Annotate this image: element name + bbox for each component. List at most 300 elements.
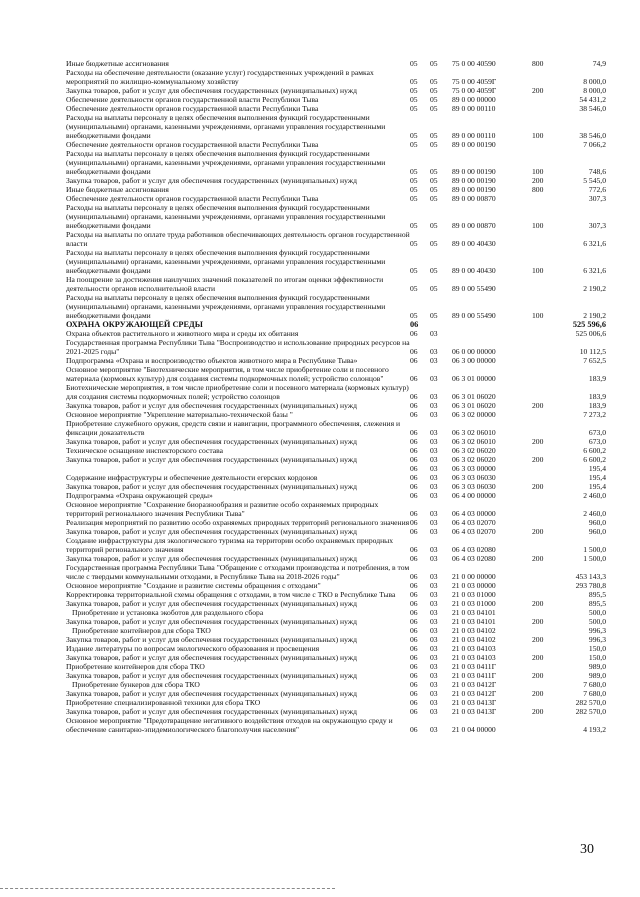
row-subsection-code: 03 <box>430 446 438 455</box>
row-amount: 673,0 <box>588 437 606 446</box>
row-section-code: 06 <box>410 455 418 464</box>
row-expense-type <box>532 662 562 671</box>
table-row <box>66 473 606 482</box>
table-row <box>66 707 606 716</box>
table-row <box>66 689 606 698</box>
row-amount: 7 680,0 <box>583 680 606 689</box>
row-name: Иные бюджетные ассигнования <box>66 59 169 68</box>
table-row <box>66 95 606 104</box>
row-section-code: 06 <box>410 644 418 653</box>
table-row <box>66 716 606 734</box>
row-section-code: 06 <box>410 491 418 500</box>
row-section-code: 05 <box>410 284 418 293</box>
row-amount: 7 652,5 <box>583 356 606 365</box>
row-expense-type <box>532 230 562 248</box>
table-row <box>66 608 606 617</box>
row-target-article: 06 3 02 06010 <box>452 428 496 437</box>
row-amount: 2 460,0 <box>583 491 606 500</box>
row-expense-type <box>532 329 562 338</box>
row-target-article: 21 0 03 04101 <box>452 608 496 617</box>
row-name: Приобретение бункеров для сбора ТКО <box>72 680 200 689</box>
row-amount: 183,9 <box>588 401 606 410</box>
row-section-code: 05 <box>410 95 418 104</box>
row-target-article: 06 3 03 06030 <box>452 473 496 482</box>
row-name: Закупка товаров, работ и услуг для обеспечения государственных (муниципальных) нужд <box>66 554 357 563</box>
table-row <box>66 140 606 149</box>
row-section-code: 06 <box>410 320 419 329</box>
row-amount: 895,5 <box>588 590 606 599</box>
row-section-code: 05 <box>410 167 418 176</box>
row-amount: 6 600,2 <box>583 446 606 455</box>
row-name: Расходы на обеспечение деятельности (оказание услуг) государственных учреждений в рамках мероприятий по жилищно-коммунальному хозяйству <box>66 68 374 86</box>
row-section-code: 05 <box>410 266 418 275</box>
row-target-article: 21 0 03 04102 <box>452 635 496 644</box>
table-row <box>66 554 606 563</box>
table-row <box>66 230 606 248</box>
table-row <box>66 455 606 464</box>
row-expense-type: 100 <box>532 311 544 320</box>
table-row <box>66 149 606 176</box>
row-expense-type: 200 <box>532 176 544 185</box>
table-row <box>66 176 606 185</box>
table-row <box>66 680 606 689</box>
budget-table-body <box>66 59 606 734</box>
row-subsection-code: 03 <box>430 329 438 338</box>
row-amount: 183,9 <box>588 374 606 383</box>
row-section-code: 06 <box>410 374 418 383</box>
row-subsection-code: 05 <box>430 194 438 203</box>
row-subsection-code: 03 <box>430 644 438 653</box>
row-subsection-code: 03 <box>430 698 438 707</box>
row-name: Государственная программа Республики Тыва "Обращение с отходами производства и потребления, в том числе с твердыми коммунальными отходами, в Республике Тыва на 2018-2026 годы" <box>66 563 410 581</box>
row-amount: 54 431,2 <box>579 95 606 104</box>
page-number: 30 <box>580 842 594 857</box>
row-section-code: 06 <box>410 428 418 437</box>
row-target-article: 89 0 00 00870 <box>452 194 496 203</box>
row-name: Государственная программа Республики Тыва "Воспроизводство и использование природных ресурсов на 2021-2025 годы" <box>66 338 410 356</box>
row-target-article: 06 4 03 02070 <box>452 518 496 527</box>
row-subsection-code: 03 <box>430 509 438 518</box>
row-target-article: 21 0 04 00000 <box>452 725 496 734</box>
row-amount: 282 570,0 <box>575 707 606 716</box>
row-amount: 7 066,2 <box>583 140 606 149</box>
row-amount: 74,9 <box>592 59 606 68</box>
row-name: Приобретение контейнеров для сбора ТКО <box>72 626 211 635</box>
row-amount: 195,4 <box>588 482 606 491</box>
row-subsection-code: 05 <box>430 239 438 248</box>
row-expense-type <box>532 95 562 104</box>
row-subsection-code: 05 <box>430 311 438 320</box>
row-section-code: 06 <box>410 545 418 554</box>
row-target-article: 89 0 00 40430 <box>452 239 496 248</box>
row-subsection-code <box>430 320 452 329</box>
row-amount: 10 112,5 <box>579 347 606 356</box>
row-target-article: 21 0 03 04103 <box>452 644 496 653</box>
row-section-code: 06 <box>410 464 418 473</box>
row-amount: 673,0 <box>588 428 606 437</box>
row-name: Создание инфраструктуры для экологического туризма на территории особо охраняемых природных территорий регионального значения <box>66 536 394 554</box>
row-section-code: 06 <box>410 482 418 491</box>
row-section-code: 06 <box>410 626 418 635</box>
row-target-article: 89 0 00 00190 <box>452 167 496 176</box>
row-amount: 38 546,0 <box>579 104 606 113</box>
row-amount: 772,6 <box>588 185 606 194</box>
row-expense-type <box>532 644 562 653</box>
row-section-code: 06 <box>410 581 418 590</box>
row-amount: 989,0 <box>588 671 606 680</box>
row-name <box>66 464 410 473</box>
row-expense-type: 200 <box>532 635 544 644</box>
row-expense-type <box>532 473 562 482</box>
row-amount: 960,0 <box>588 527 606 536</box>
row-target-article: 21 0 03 0412Г <box>452 689 497 698</box>
table-row <box>66 59 606 68</box>
row-name: Основное мероприятие "Предотвращение негативного воздействия отходов на окружающую среду и обеспечение санитарно-эпидемиологического благополучия населения" <box>66 716 393 734</box>
row-target-article: 21 0 03 0411Г <box>452 671 496 680</box>
row-amount: 8 000,0 <box>583 77 606 86</box>
table-row <box>66 185 606 194</box>
row-amount: 195,4 <box>588 464 606 473</box>
row-subsection-code: 03 <box>430 680 438 689</box>
row-expense-type: 200 <box>532 653 544 662</box>
row-amount: 307,3 <box>588 194 606 203</box>
row-section-code: 06 <box>410 653 418 662</box>
row-amount: 183,9 <box>588 392 606 401</box>
row-expense-type <box>532 446 562 455</box>
table-row <box>66 293 606 320</box>
row-amount: 989,0 <box>588 662 606 671</box>
row-expense-type <box>532 356 562 365</box>
row-target-article: 21 0 03 01000 <box>452 590 496 599</box>
row-expense-type <box>532 410 562 419</box>
row-name: Реализация мероприятий по развитию особо охраняемых природных территорий регионального значения <box>66 518 410 527</box>
row-name: Основное мероприятие "Сохранение биоразнообразия и развитие особо охраняемых природных территорий регионального значения Республики Тыва" <box>66 500 379 518</box>
row-name: Охрана объектов растительного и животного мира и среды их обитания <box>66 329 299 338</box>
row-section-code: 06 <box>410 554 418 563</box>
row-section-code: 06 <box>410 707 418 716</box>
row-amount: 8 000,0 <box>583 86 606 95</box>
row-name: Закупка товаров, работ и услуг для обеспечения государственных (муниципальных) нужд <box>66 635 357 644</box>
table-row <box>66 527 606 536</box>
row-subsection-code: 05 <box>430 185 438 194</box>
row-subsection-code: 03 <box>430 725 438 734</box>
row-section-code: 06 <box>410 608 418 617</box>
row-subsection-code: 03 <box>430 491 438 500</box>
row-subsection-code: 05 <box>430 131 438 140</box>
row-amount: 2 190,2 <box>583 311 606 320</box>
row-name: Иные бюджетные ассигнования <box>66 185 169 194</box>
row-section-code: 05 <box>410 77 418 86</box>
row-amount: 960,0 <box>588 518 606 527</box>
row-section-code: 06 <box>410 473 418 482</box>
row-subsection-code: 03 <box>430 653 438 662</box>
row-target-article: 21 0 00 00000 <box>452 572 496 581</box>
row-subsection-code: 03 <box>430 599 438 608</box>
row-expense-type <box>532 680 562 689</box>
row-target-article: 75 0 00 4059Г <box>452 77 497 86</box>
row-amount: 500,0 <box>588 608 606 617</box>
row-amount: 5 545,0 <box>583 176 606 185</box>
table-row <box>66 662 606 671</box>
row-expense-type <box>532 338 562 356</box>
row-name: Закупка товаров, работ и услуг для обеспечения государственных (муниципальных) нужд <box>66 707 357 716</box>
row-target-article: 06 4 03 02070 <box>452 527 496 536</box>
row-target-article: 06 3 02 06020 <box>452 455 496 464</box>
table-row <box>66 635 606 644</box>
row-section-code: 06 <box>410 347 418 356</box>
row-section-code: 06 <box>410 410 418 419</box>
row-target-article: 21 0 03 04102 <box>452 626 496 635</box>
row-amount: 293 780,8 <box>575 581 606 590</box>
row-name: На поощрение за достижения наилучших значений показателей по итогам оценки эффективности деятельности органов исполнительной власти <box>66 275 384 293</box>
row-name: Расходы на выплаты персоналу в целях обеспечения выполнения функций государственными (муниципальными) органами, казенными учреждениями, органами управления государственными внебюджетными фондами <box>66 113 386 140</box>
row-subsection-code: 03 <box>430 626 438 635</box>
row-section-code: 05 <box>410 311 418 320</box>
row-target-article: 06 4 03 02080 <box>452 554 496 563</box>
row-subsection-code: 03 <box>430 347 438 356</box>
row-section-code: 06 <box>410 599 418 608</box>
row-amount: 996,3 <box>588 626 606 635</box>
row-target-article: 21 0 03 01000 <box>452 599 496 608</box>
row-section-code: 06 <box>410 446 418 455</box>
table-row <box>66 536 606 554</box>
row-subsection-code: 05 <box>430 86 438 95</box>
row-section-code: 05 <box>410 239 418 248</box>
row-section-code: 05 <box>410 185 418 194</box>
row-name: Приобретение служебного оружия, средств связи и навигации, программного обеспечения, слежения и фиксации доказательств <box>66 419 401 437</box>
row-expense-type: 200 <box>532 599 544 608</box>
row-name: Расходы на выплаты персоналу в целях обеспечения выполнения функций государственными (муниципальными) органами, казенными учреждениями, органами управления государственными внебюджетными фондами <box>66 293 386 320</box>
row-subsection-code: 03 <box>430 545 438 554</box>
row-expense-type <box>532 419 562 437</box>
table-row <box>66 482 606 491</box>
row-amount: 1 500,0 <box>583 545 606 554</box>
row-expense-type <box>532 581 562 590</box>
row-expense-type: 200 <box>532 401 544 410</box>
row-subsection-code: 05 <box>430 104 438 113</box>
row-subsection-code: 03 <box>430 707 438 716</box>
row-name: Обеспечение деятельности органов государственной власти Республики Тыва <box>66 104 319 113</box>
table-row <box>66 599 606 608</box>
row-name: Закупка товаров, работ и услуг для обеспечения государственных (муниципальных) нужд <box>66 86 357 95</box>
row-name: Обеспечение деятельности органов государственной власти Республики Тыва <box>66 140 319 149</box>
row-amount: 6 321,6 <box>583 239 606 248</box>
row-target-article: 06 3 02 06010 <box>452 437 496 446</box>
row-expense-type: 800 <box>532 185 544 194</box>
row-name: Обеспечение деятельности органов государственной власти Республики Тыва <box>66 194 319 203</box>
row-section-code: 06 <box>410 590 418 599</box>
row-amount: 748,6 <box>588 167 606 176</box>
row-expense-type: 200 <box>532 437 544 446</box>
row-target-article: 06 3 01 06020 <box>452 392 496 401</box>
row-amount: 2 190,2 <box>583 284 606 293</box>
row-expense-type: 200 <box>532 482 544 491</box>
row-expense-type: 100 <box>532 266 544 275</box>
row-name: Основное мероприятие "Биотехнические мероприятия, в том числе приобретение соли и посевного материала (кормовых культур) для создания системы подкормочных полей; устройство солонцов" <box>66 365 389 383</box>
table-row <box>66 446 606 455</box>
row-expense-type <box>532 563 562 581</box>
row-amount: 38 546,0 <box>579 131 606 140</box>
table-row <box>66 365 606 383</box>
row-expense-type: 200 <box>532 455 544 464</box>
table-row <box>66 329 606 338</box>
row-target-article <box>452 320 532 329</box>
row-section-code: 06 <box>410 329 418 338</box>
footer-rule <box>0 888 335 889</box>
row-amount: 2 460,0 <box>583 509 606 518</box>
row-name: Обеспечение деятельности органов государственной власти Республики Тыва <box>66 95 319 104</box>
row-subsection-code: 03 <box>430 527 438 536</box>
row-amount: 7 273,2 <box>583 410 606 419</box>
row-expense-type: 100 <box>532 131 544 140</box>
table-row <box>66 68 606 86</box>
row-amount: 996,3 <box>588 635 606 644</box>
row-amount: 1 500,0 <box>583 554 606 563</box>
row-target-article: 89 0 00 00870 <box>452 221 496 230</box>
row-subsection-code: 03 <box>430 590 438 599</box>
row-expense-type: 200 <box>532 554 544 563</box>
row-name: Закупка товаров, работ и услуг для обеспечения государственных (муниципальных) нужд <box>66 653 357 662</box>
row-name: Подпрограмма «Охрана и воспроизводство объектов животного мира в Республике Тыва» <box>66 356 358 365</box>
row-name: Приобретение и установка экоботов для раздельного сбора <box>72 608 264 617</box>
table-row <box>66 581 606 590</box>
budget-table <box>66 59 606 734</box>
row-section-code: 06 <box>410 518 418 527</box>
row-section-code: 05 <box>410 104 418 113</box>
row-target-article: 06 0 00 00000 <box>452 347 496 356</box>
row-expense-type <box>532 275 562 293</box>
row-target-article: 06 3 03 00000 <box>452 464 496 473</box>
row-target-article: 75 0 00 40590 <box>452 59 496 68</box>
row-section-code: 06 <box>410 392 418 401</box>
table-row <box>66 500 606 518</box>
row-name: Расходы на выплаты персоналу в целях обеспечения выполнения функций государственными (муниципальными) органами, казенными учреждениями, органами управления государственными внебюджетными фондами <box>66 248 386 275</box>
row-amount: 150,0 <box>588 653 606 662</box>
table-row <box>66 104 606 113</box>
row-amount: 150,0 <box>588 644 606 653</box>
row-target-article: 06 4 00 00000 <box>452 491 496 500</box>
row-expense-type <box>532 716 562 734</box>
row-name: Издание литературы по вопросам экологического образования и просвещения <box>66 644 320 653</box>
row-section-code: 06 <box>410 401 418 410</box>
row-section-code: 06 <box>410 680 418 689</box>
row-amount: 282 570,0 <box>575 698 606 707</box>
row-subsection-code: 03 <box>430 356 438 365</box>
row-amount: 500,0 <box>588 617 606 626</box>
row-target-article: 06 3 02 00000 <box>452 410 496 419</box>
row-subsection-code: 03 <box>430 392 438 401</box>
table-row <box>66 410 606 419</box>
row-subsection-code: 03 <box>430 581 438 590</box>
row-name: Закупка товаров, работ и услуг для обеспечения государственных (муниципальных) нужд <box>66 671 357 680</box>
row-name: Закупка товаров, работ и услуг для обеспечения государственных (муниципальных) нужд <box>66 599 357 608</box>
row-expense-type <box>532 104 562 113</box>
row-target-article: 89 0 00 00190 <box>452 140 496 149</box>
row-amount: 4 193,2 <box>583 725 606 734</box>
row-name: Расходы на выплаты по оплате труда работников обеспечивающих деятельность органов государственной власти <box>66 230 410 248</box>
table-row <box>66 248 606 275</box>
row-amount: 453 143,3 <box>575 572 606 581</box>
table-row <box>66 203 606 230</box>
row-amount: 307,3 <box>588 221 606 230</box>
row-section-code: 06 <box>410 635 418 644</box>
row-name: ОХРАНА ОКРУЖАЮЩЕЙ СРЕДЫ <box>66 320 203 329</box>
row-section-code: 06 <box>410 572 418 581</box>
table-row <box>66 617 606 626</box>
row-expense-type <box>532 464 562 473</box>
row-section-code: 06 <box>410 725 418 734</box>
table-row <box>66 356 606 365</box>
row-name: Закупка товаров, работ и услуг для обеспечения государственных (муниципальных) нужд <box>66 689 357 698</box>
row-name: Основное мероприятие "Укрепление материально-технической базы " <box>66 410 293 419</box>
row-target-article: 21 0 03 0413Г <box>452 698 497 707</box>
row-target-article: 89 0 00 00190 <box>452 185 496 194</box>
row-name: Приобретение специализированной техники для сбора ТКО <box>66 698 261 707</box>
row-section-code: 06 <box>410 527 418 536</box>
row-subsection-code: 03 <box>430 554 438 563</box>
row-amount: 195,4 <box>588 473 606 482</box>
row-target-article: 21 0 03 04103 <box>452 653 496 662</box>
row-target-article: 89 0 00 00190 <box>452 176 496 185</box>
row-name: Закупка товаров, работ и услуг для обеспечения государственных (муниципальных) нужд <box>66 527 357 536</box>
row-subsection-code: 03 <box>430 464 438 473</box>
row-subsection-code: 03 <box>430 671 438 680</box>
row-subsection-code: 05 <box>430 77 438 86</box>
row-subsection-code: 05 <box>430 167 438 176</box>
row-target-article: 89 0 00 55490 <box>452 311 496 320</box>
row-name: Техническое оснащение инспекторского состава <box>66 446 223 455</box>
row-subsection-code: 03 <box>430 473 438 482</box>
row-target-article: 21 0 03 0413Г <box>452 707 497 716</box>
table-row <box>66 464 606 473</box>
table-row <box>66 419 606 437</box>
row-expense-type <box>532 518 562 527</box>
row-section-code: 05 <box>410 59 418 68</box>
row-amount: 525 596,6 <box>572 320 606 329</box>
row-expense-type <box>532 698 562 707</box>
row-name: Закупка товаров, работ и услуг для обеспечения государственных (муниципальных) нужд <box>66 176 357 185</box>
row-amount: 6 600,2 <box>583 455 606 464</box>
row-expense-type: 100 <box>532 221 544 230</box>
table-row <box>66 671 606 680</box>
row-expense-type: 200 <box>532 86 544 95</box>
row-name: Закупка товаров, работ и услуг для обеспечения государственных (муниципальных) нужд <box>66 455 357 464</box>
row-expense-type <box>532 491 562 500</box>
row-subsection-code: 03 <box>430 689 438 698</box>
table-row <box>66 383 606 401</box>
row-subsection-code: 05 <box>430 176 438 185</box>
row-name: Основное мероприятие "Создание и развитие системы обращения с отходами" <box>66 581 321 590</box>
row-amount: 6 321,6 <box>583 266 606 275</box>
table-row <box>66 86 606 95</box>
row-subsection-code: 05 <box>430 284 438 293</box>
row-target-article: 06 4 03 02080 <box>452 545 496 554</box>
table-row <box>66 194 606 203</box>
row-section-code: 06 <box>410 509 418 518</box>
row-section-code: 06 <box>410 617 418 626</box>
row-expense-type <box>532 500 562 518</box>
row-target-article <box>452 329 532 338</box>
table-row <box>66 401 606 410</box>
row-target-article: 21 0 03 0411Г <box>452 662 496 671</box>
row-name: Закупка товаров, работ и услуг для обеспечения государственных (муниципальных) нужд <box>66 482 357 491</box>
row-subsection-code: 03 <box>430 437 438 446</box>
row-name: Приобретение контейнеров для сбора ТКО <box>66 662 205 671</box>
row-expense-type <box>532 194 562 203</box>
row-expense-type: 200 <box>532 527 544 536</box>
row-expense-type <box>532 608 562 617</box>
row-name: Расходы на выплаты персоналу в целях обеспечения выполнения функций государственными (муниципальными) органами, казенными учреждениями, органами управления государственными внебюджетными фондами <box>66 149 386 176</box>
